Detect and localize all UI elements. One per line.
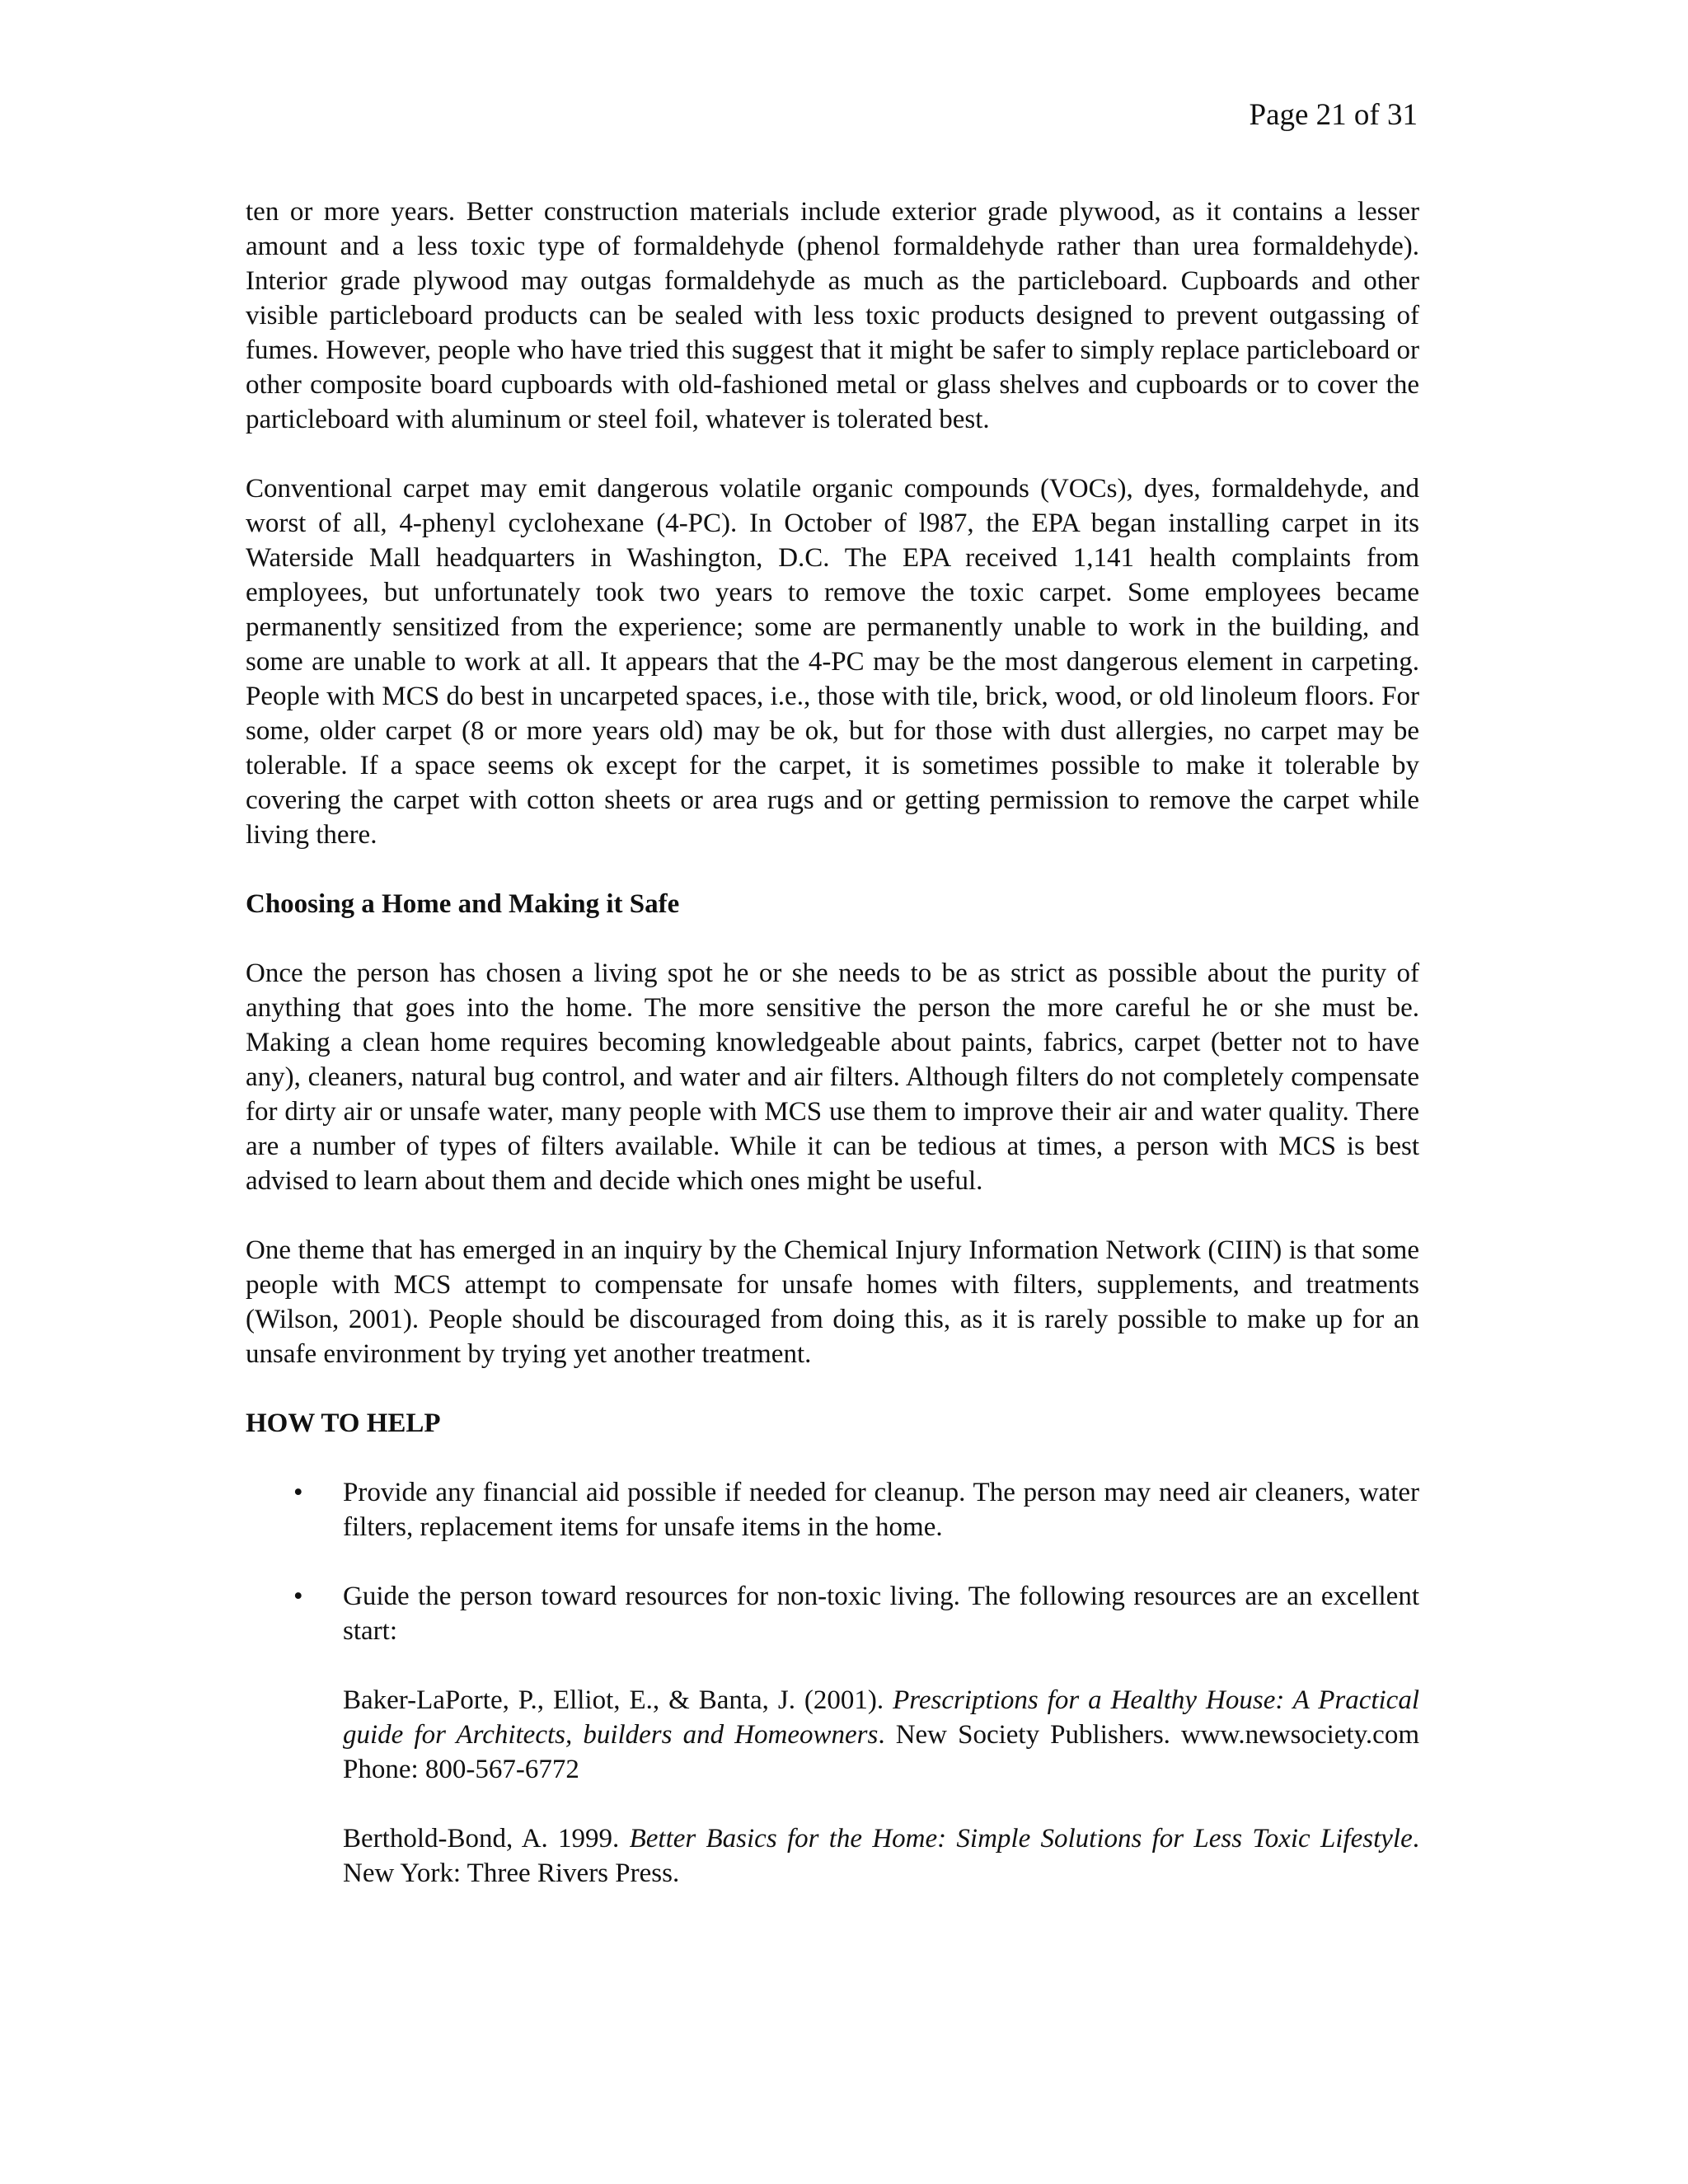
list-item-text: Guide the person toward resources for non-toxic living. The following resources are an excellent start: [343, 1582, 1419, 1646]
section-heading-how-to-help: HOW TO HELP [246, 1408, 441, 1438]
reference-baker-laporte [246, 1683, 1419, 1787]
paragraph-clean-home: Once the person has chosen a living spot he or she needs to be as strict as possible about the purity of anything that goes into the home. The more sensitive the person the more careful he or she must be. Making a clean home requires becoming knowledgeable about paints, fabrics, carpet (better not to have any), cleaners, natural bug control, and water and air filters. Although filters do not completely compensate for dirty air or unsafe water, many people with MCS use them to improve their air and water quality. There are a number of types of filters available. While it can be tedious at times, a person with MCS is best advised to learn about them and decide which ones might be useful. [246, 958, 1419, 1196]
section-heading-choosing-home: Choosing a Home and Making it Safe [246, 889, 680, 919]
bullet-icon: • [293, 1582, 303, 1611]
reference-publisher: . New York: Three Rivers Press. [343, 1824, 1420, 1888]
list-item [246, 1579, 1419, 1648]
bullet-icon: • [293, 1478, 303, 1507]
paragraph-carpet: Conventional carpet may emit dangerous volatile organic compounds (VOCs), dyes, formaldehyde, and worst of all, 4-phenyl cyclohexane (4-PC). In October of l987, the EPA began installing carpet in its Waterside Mall headquarters in Washington, D.C. The EPA received 1,141 health complaints from employees, but unfortunately took two years to remove the toxic carpet. Some employees became permanently sensitized from the experience; some are permanently unable to work in the building, and some are unable to work at all. It appears that the 4-PC may be the most dangerous element in carpeting. People with MCS do best in uncarpeted spaces, i.e., those with tile, brick, wood, or old linoleum floors. For some, older carpet (8 or more years old) may be ok, but for those with dust allergies, no carpet may be tolerable. If a space seems ok except for the carpet, it is sometimes possible to make it tolerable by covering the carpet with cotton sheets or area rugs and or getting permission to remove the carpet while living there. [246, 474, 1419, 850]
reference-publisher: . New Society Publishers. www.newsociety.com Phone: 800-567-6772 [343, 1720, 1419, 1784]
reference-authors: Berthold-Bond, A. 1999. [343, 1824, 630, 1854]
document-body [246, 194, 1419, 1925]
reference-title: Prescriptions for a Healthy House: A Practical guide for Architects, builders and Homeowners [343, 1685, 1419, 1750]
reference-title: Better Basics for the Home: Simple Solutions for Less Toxic Lifestyle [629, 1824, 1413, 1854]
paragraph-ciin-inquiry: One theme that has emerged in an inquiry by the Chemical Injury Information Network (CIIN) is that some people with MCS attempt to compensate for unsafe homes with filters, supplements, and treatments (Wilson, 2001). People should be discouraged from doing this, as it is rarely possible to make up for an unsafe environment by trying yet another treatment. [246, 1235, 1419, 1369]
reference-berthold-bond [246, 1821, 1419, 1891]
help-list [246, 1475, 1419, 1648]
list-item-text: Provide any financial aid possible if needed for cleanup. The person may need air cleaners, water filters, replacement items for unsafe items in the home. [343, 1478, 1419, 1542]
list-item [246, 1475, 1419, 1544]
paragraph-particleboard: ten or more years. Better construction materials include exterior grade plywood, as it contains a lesser amount and a less toxic type of formaldehyde (phenol formaldehyde rather than urea formaldehyde). Interior grade plywood may outgas formaldehyde as much as the particleboard. Cupboards and other visible particleboard products can be sealed with less toxic products designed to prevent outgassing of fumes. However, people who have tried this suggest that it might be safer to simply replace particleboard or other composite board cupboards with old-fashioned metal or glass shelves and cupboards or to cover the particleboard with aluminum or steel foil, whatever is tolerated best. [246, 197, 1419, 434]
reference-authors: Baker-LaPorte, P., Elliot, E., & Banta, J. (2001). [343, 1685, 893, 1715]
page-number: Page 21 of 31 [1249, 98, 1418, 132]
